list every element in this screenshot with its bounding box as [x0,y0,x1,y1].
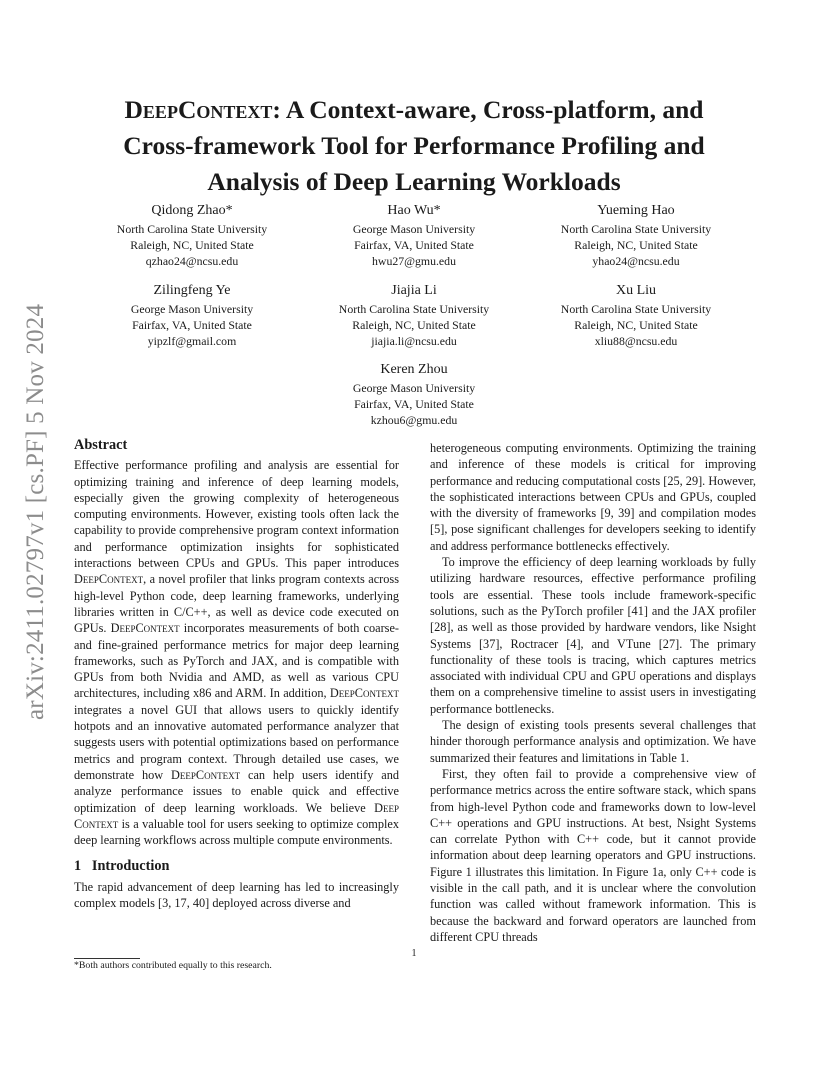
author-name: Keren Zhou [380,362,448,377]
footnote: *Both authors contributed equally to this research. [74,960,272,971]
title-line-1: : A Context-aware, Cross-platform, and [272,95,704,124]
title-line-2: Cross-framework Tool for Performance Profiling and [123,131,705,160]
title-tool-name: DeepContext [124,95,273,124]
author-email: kzhou6@gmu.edu [370,413,458,427]
author-affiliation: George Mason University [352,222,476,236]
author-location: Fairfax, VA, United State [354,397,474,411]
author-email: yipzlf@gmail.com [147,334,237,348]
author-block [294,282,534,349]
author-location: Fairfax, VA, United State [354,238,474,252]
author-block [294,202,534,269]
author-location: Fairfax, VA, United State [132,318,252,332]
author-affiliation: North Carolina State University [116,222,268,236]
author-location: Raleigh, NC, United State [574,318,698,332]
intro-paragraph-1-start: The rapid advancement of deep learning has led to increasingly complex models [3, 17, 40] deployed across diverse and [74,879,399,911]
section-title: Introduction [91,858,170,875]
intro-paragraph-2: To improve the efficiency of deep learning workloads by fully utilizing hardware resources, effective performance profiling tools are essential. These tools include framework-specific solutions, such as the PyTorch profiler [41] and the JAX profiler [28], as well as those provided by hardware vendors, like Nsight Systems [37], Roctracer [4], and VTune [27]. The primary functionality of these tools is tracing, which captures metrics associated with individual CPU and GPU operations and displays them on a comprehensive timeline to assist users in investigating performance bottlenecks. [430,555,756,716]
author-email: qzhao24@ncsu.edu [145,254,239,268]
author-name: Xu Liu [615,283,657,298]
abstract-heading: Abstract [74,437,128,453]
author-affiliation: North Carolina State University [560,302,712,316]
left-column [74,437,399,911]
abstract-paragraph: Effective performance profiling and analysis are essential for optimizing training and inference of deep learning models, especially given the growing complexity of heterogeneous computing environments. However, existing tools often lack the capability to provide comprehensive program context information and performance optimization insights for sophisticated interactions between CPUs and GPUs. This paper introduces DeepContext, a novel profiler that links program contexts across high-level Python code, deep learning frameworks, underlying libraries written in C/C++, as well as device code executed on GPUs. DeepContext incorporates measurements of both coarse- and fine-grained performance metrics for major deep learning frameworks, such as PyTorch and JAX, and is compatible with GPUs from both Nvidia and AMD, as well as various CPU architectures, including x86 and ARM. In addition, DeepContext integrates a novel GUI that allows users to quickly identify hotpots and an innovative automated performance analyzer that suggests users with potential optimizations based on performance metrics and program context. Through detailed use cases, we demonstrate how DeepContext can help users identify and analyze performance issues to enable quick and effective optimization of deep learning workloads. We believe Deep Context is a valuable tool for users seeking to optimize complex deep learning workflows across multiple compute environments. [74,458,399,848]
intro-paragraph-3: The design of existing tools presents several challenges that hinder thorough performance analysis and optimization. We have summarized their features and limitations in Table 1. [430,718,756,765]
right-column [430,440,756,945]
paper-title [60,92,768,200]
author-email: yhao24@ncsu.edu [592,254,680,268]
page-number: 1 [411,948,417,959]
author-name: Zilingfeng Ye [153,283,231,298]
author-location: Raleigh, NC, United State [130,238,254,252]
author-email: jiajia.li@ncsu.edu [371,334,457,348]
author-location: Raleigh, NC, United State [352,318,476,332]
author-name: Hao Wu* [387,203,441,218]
author-email: xliu88@ncsu.edu [594,334,678,348]
intro-paragraph-1-cont: heterogeneous computing environments. Optimizing the training and inference of these models is critical for improving performance and reducing computational costs [25, 29]. However, the sophisticated interactions between CPUs and GPUs, coupled with the diversity of frameworks [9, 39] and compilation modes [5], pose significant challenges for developers seeking to identify and address performance bottlenecks effectively. [430,441,756,553]
author-affiliation: George Mason University [352,381,476,395]
intro-paragraph-4: First, they often fail to provide a comprehensive view of performance metrics across the entire software stack, which spans from high-level Python code and frameworks down to low-level C++ operations and GPU instructions. At best, Nsight Systems can correlate Python with C++ code, but it cannot provide information about deep learning operators and GPU instructions. Figure 1 illustrates this limitation. In Figure 1a, only C++ code is visible in the call path, and it is unclear where the convolution function was called without framework information. This is because the backward and forward operators are launched from different CPU threads [430,766,756,944]
author-email: hwu27@gmu.edu [372,254,456,268]
author-block [516,282,756,349]
author-block [294,361,534,428]
section-number: 1 [74,858,82,875]
section-heading-introduction [74,858,399,874]
title-line-3: Analysis of Deep Learning Workloads [207,167,621,196]
author-affiliation: North Carolina State University [338,302,490,316]
author-block [72,282,312,349]
author-location: Raleigh, NC, United State [574,238,698,252]
author-block [72,202,312,269]
author-name: Yueming Hao [597,203,675,218]
author-affiliation: George Mason University [130,302,254,316]
author-affiliation: North Carolina State University [560,222,712,236]
author-name: Jiajia Li [391,283,437,298]
arxiv-identifier-stamp: arXiv:2411.02797v1 [cs.PF] 5 Nov 2024 [22,303,49,720]
author-name: Qidong Zhao* [151,203,233,218]
author-block [516,202,756,269]
